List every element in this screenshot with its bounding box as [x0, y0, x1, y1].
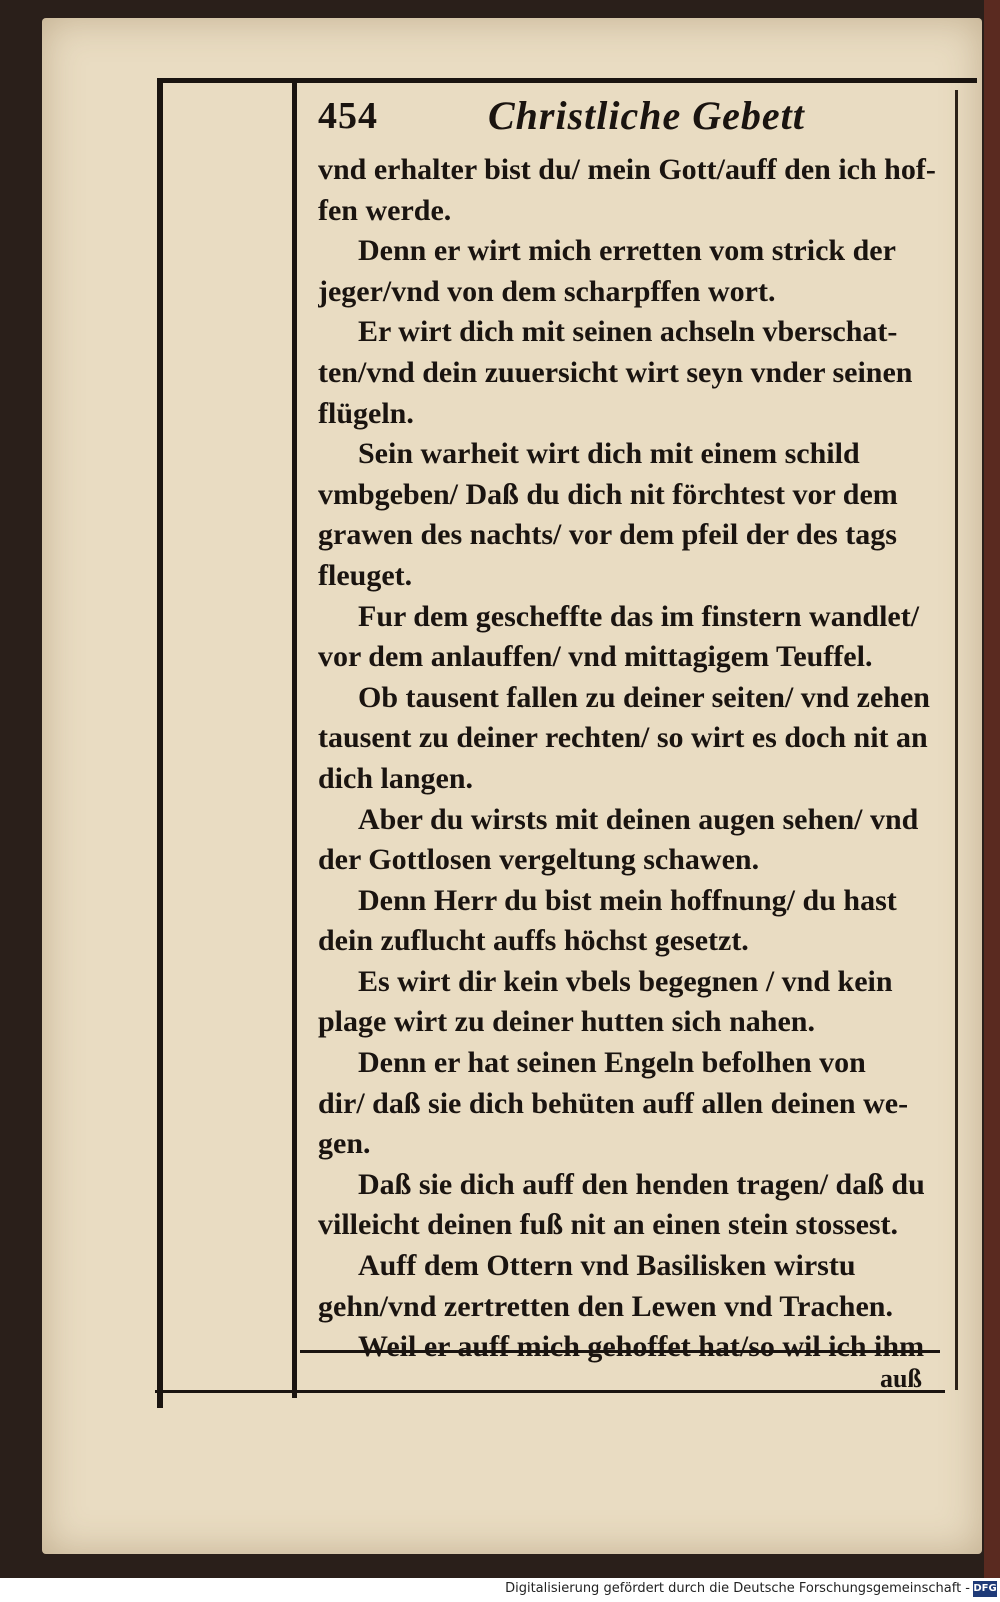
frame-bottom-rule	[155, 1390, 945, 1393]
text-line: gen.	[318, 1127, 371, 1161]
frame-inner-rule	[292, 78, 297, 1398]
text-line: flügeln.	[318, 396, 414, 430]
text-line: jeger/vnd von dem scharpffen wort.	[318, 274, 776, 308]
text-line: villeicht deinen fuß nit an einen stein stossest.	[318, 1208, 899, 1242]
text-line: fen werde.	[318, 193, 452, 227]
text-line: Sein warheit wirt dich mit einem schild	[358, 437, 860, 471]
text-line: Auff dem Ottern vnd Basilisken wirstu	[358, 1249, 856, 1283]
catchword: auß	[880, 1364, 922, 1393]
text-line: vnd erhalter bist du/ mein Gott/auff den ich hof-	[318, 153, 936, 186]
frame-top-rule	[157, 78, 977, 83]
text-line: dich langen.	[318, 761, 474, 795]
text-line: Denn Herr du bist mein hoffnung/ du hast	[358, 883, 897, 917]
book-edge	[984, 0, 1000, 1578]
page-number: 454	[318, 95, 378, 137]
text-line: Denn er wirt mich erretten vom strick der	[358, 234, 896, 268]
text-line: plage wirt zu deiner hutten sich nahen.	[318, 1005, 815, 1039]
body-text	[318, 150, 950, 1368]
frame-outer-rule	[157, 78, 163, 1408]
text-line: Denn er hat seinen Engeln befolhen von	[358, 1046, 866, 1080]
dfg-logo-icon: DFG	[973, 1581, 997, 1597]
text-line: tausent zu deiner rechten/ so wirt es doch nit an	[318, 721, 928, 755]
text-line: dir/ daß sie dich behüten auff allen deinen we-	[318, 1086, 909, 1120]
running-head: Christliche Gebett	[488, 93, 805, 138]
page-header	[318, 92, 948, 146]
text-line: fleuget.	[318, 558, 413, 592]
text-line: Aber du wirsts mit deinen augen sehen/ vnd	[358, 802, 919, 836]
text-line: Ob tausent fallen zu deiner seiten/ vnd zehen	[358, 680, 930, 714]
text-line: vor dem anlauffen/ vnd mittagigem Teuffel.	[318, 640, 873, 674]
text-line: Daß sie dich auff den henden tragen/ daß du	[358, 1167, 925, 1201]
text-line: grawen des nachts/ vor dem pfeil der des tags	[318, 518, 897, 552]
text-line: ten/vnd dein zuuersicht wirt seyn vnder seinen	[318, 355, 913, 389]
text-line: vmbgeben/ Daß du dich nit förchtest vor dem	[318, 477, 898, 511]
frame-right-rule	[955, 90, 958, 1390]
text-line: der Gottlosen vergeltung schawen.	[318, 843, 760, 877]
text-line: Er wirt dich mit seinen achseln vberschat-	[358, 315, 898, 349]
text-line: dein zuflucht auffs höchst gesetzt.	[318, 924, 749, 958]
text-line: gehn/vnd zertretten den Lewen vnd Trachen.	[318, 1289, 893, 1323]
text-line: Weil er auff mich gehoffet hat/so wil ich ihm	[358, 1330, 925, 1364]
footer-credit: Digitalisierung gefördert durch die Deutsche Forschungsgemeinschaft -	[505, 1581, 970, 1596]
text-line: Fur dem gescheffte das im finstern wandlet/	[358, 599, 920, 633]
footer-bar	[0, 1578, 1000, 1602]
text-line: Es wirt dir kein vbels begegnen / vnd kein	[358, 964, 893, 998]
